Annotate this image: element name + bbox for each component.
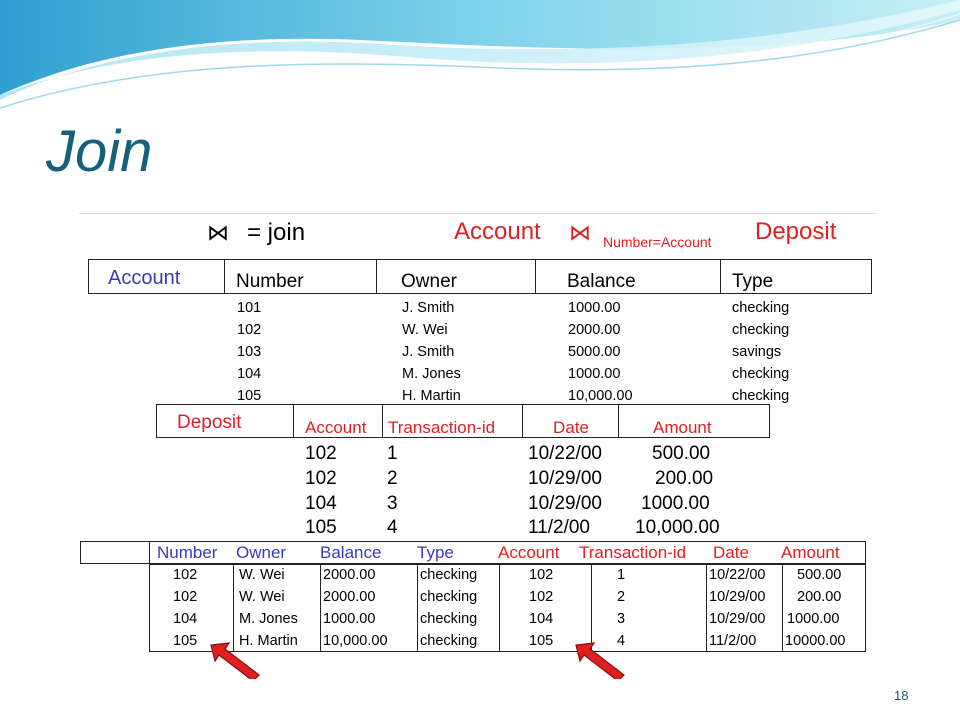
account-cell: J. Smith [402,344,455,360]
account-cell: J. Smith [402,300,455,316]
arrow-number-icon [207,639,267,679]
result-col-amount: Amount [781,543,840,562]
deposit-cell: 1 [387,443,398,464]
account-cell: 101 [237,300,262,316]
result-cell: 10/29/00 [709,589,766,605]
slide-number: 18 [894,688,909,703]
result-cell: 1 [617,567,626,583]
result-col-transaction-id: Transaction-id [579,543,687,562]
deposit-col-account: Account [305,418,367,437]
account-cell: W. Wei [402,322,448,338]
result-cell: 105 [529,633,554,649]
result-cell: 500.00 [797,567,842,583]
header-wave-decoration [0,0,960,120]
account-cell: 1000.00 [568,366,621,382]
deposit-cell: 4 [387,517,398,538]
account-cell: 105 [237,388,262,404]
deposit-col-date: Date [553,418,589,437]
deposit-cell: 10/29/00 [528,468,602,489]
deposit-cell: 10/29/00 [528,493,602,514]
result-cell: checking [420,567,478,583]
result-cell: 2000.00 [323,589,376,605]
result-col-account: Account [498,543,560,562]
result-col-balance: Balance [320,543,382,562]
account-cell: checking [732,322,790,338]
join-definition: = join [247,219,306,246]
result-cell: 102 [173,589,198,605]
result-cell: checking [420,611,478,627]
result-cell: checking [420,589,478,605]
deposit-cell: 3 [387,493,398,514]
account-cell: checking [732,366,790,382]
account-cell: 10,000.00 [568,388,633,404]
deposit-cell: 105 [305,517,337,538]
result-cell: 3 [617,611,626,627]
result-cell: M. Jones [239,611,298,627]
account-col-balance: Balance [567,271,636,292]
account-cell: 1000.00 [568,300,621,316]
account-table-label: Account [108,267,181,289]
slide-title: Join [46,119,153,184]
result-cell: 2000.00 [323,567,376,583]
account-col-owner: Owner [401,271,457,292]
account-cell: 102 [237,322,262,338]
result-cell: 104 [173,611,198,627]
account-cell: 104 [237,366,262,382]
deposit-cell: 10,000.00 [635,517,720,538]
result-cell: 102 [529,589,554,605]
expression-left-relation: Account [454,218,541,245]
result-cell: checking [420,633,478,649]
result-cell: 200.00 [797,589,842,605]
result-col-number: Number [157,543,218,562]
expression-join-symbol-icon: ⋈ [569,220,591,245]
result-cell: W. Wei [239,589,285,605]
deposit-col-transaction-id: Transaction-id [388,418,496,437]
result-col-date: Date [713,543,749,562]
result-cell: 10/29/00 [709,611,766,627]
account-cell: savings [732,344,782,360]
expression-join-condition: Number=Account [603,234,712,250]
result-cell: W. Wei [239,567,285,583]
result-cell: H. Martin [239,633,298,649]
deposit-cell: 102 [305,468,337,489]
deposit-cell: 1000.00 [641,493,710,514]
result-cell: 102 [173,567,198,583]
account-cell: 2000.00 [568,322,621,338]
deposit-table-label: Deposit [177,412,242,433]
account-cell: 5000.00 [568,344,621,360]
result-cell: 4 [617,633,626,649]
result-cell: 2 [617,589,626,605]
account-cell: checking [732,300,790,316]
result-cell: 104 [529,611,554,627]
result-col-type: Type [417,543,454,562]
deposit-cell: 500.00 [652,443,711,464]
deposit-cell: 200.00 [655,468,714,489]
result-cell: 10,000.00 [323,633,388,649]
account-cell: checking [732,388,790,404]
deposit-cell: 2 [387,468,398,489]
result-cell: 10000.00 [785,633,846,649]
deposit-cell: 11/2/00 [528,517,590,538]
account-col-number: Number [236,271,304,292]
result-cell: 10/22/00 [709,567,766,583]
deposit-cell: 102 [305,443,337,464]
join-symbol-icon: ⋈ [207,220,229,245]
result-cell: 102 [529,567,554,583]
deposit-cell: 104 [305,493,337,514]
deposit-cell: 10/22/00 [528,443,602,464]
result-col-owner: Owner [236,543,287,562]
deposit-col-amount: Amount [653,418,712,437]
result-cell: 1000.00 [787,611,840,627]
result-cell: 1000.00 [323,611,376,627]
result-cell: 105 [173,633,198,649]
account-col-type: Type [732,271,774,292]
join-figure [79,213,876,671]
expression-right-relation: Deposit [755,218,837,245]
arrow-account-icon [572,639,632,679]
account-cell: 103 [237,344,262,360]
account-cell: M. Jones [402,366,461,382]
account-cell: H. Martin [402,388,461,404]
result-cell: 11/2/00 [709,633,757,649]
